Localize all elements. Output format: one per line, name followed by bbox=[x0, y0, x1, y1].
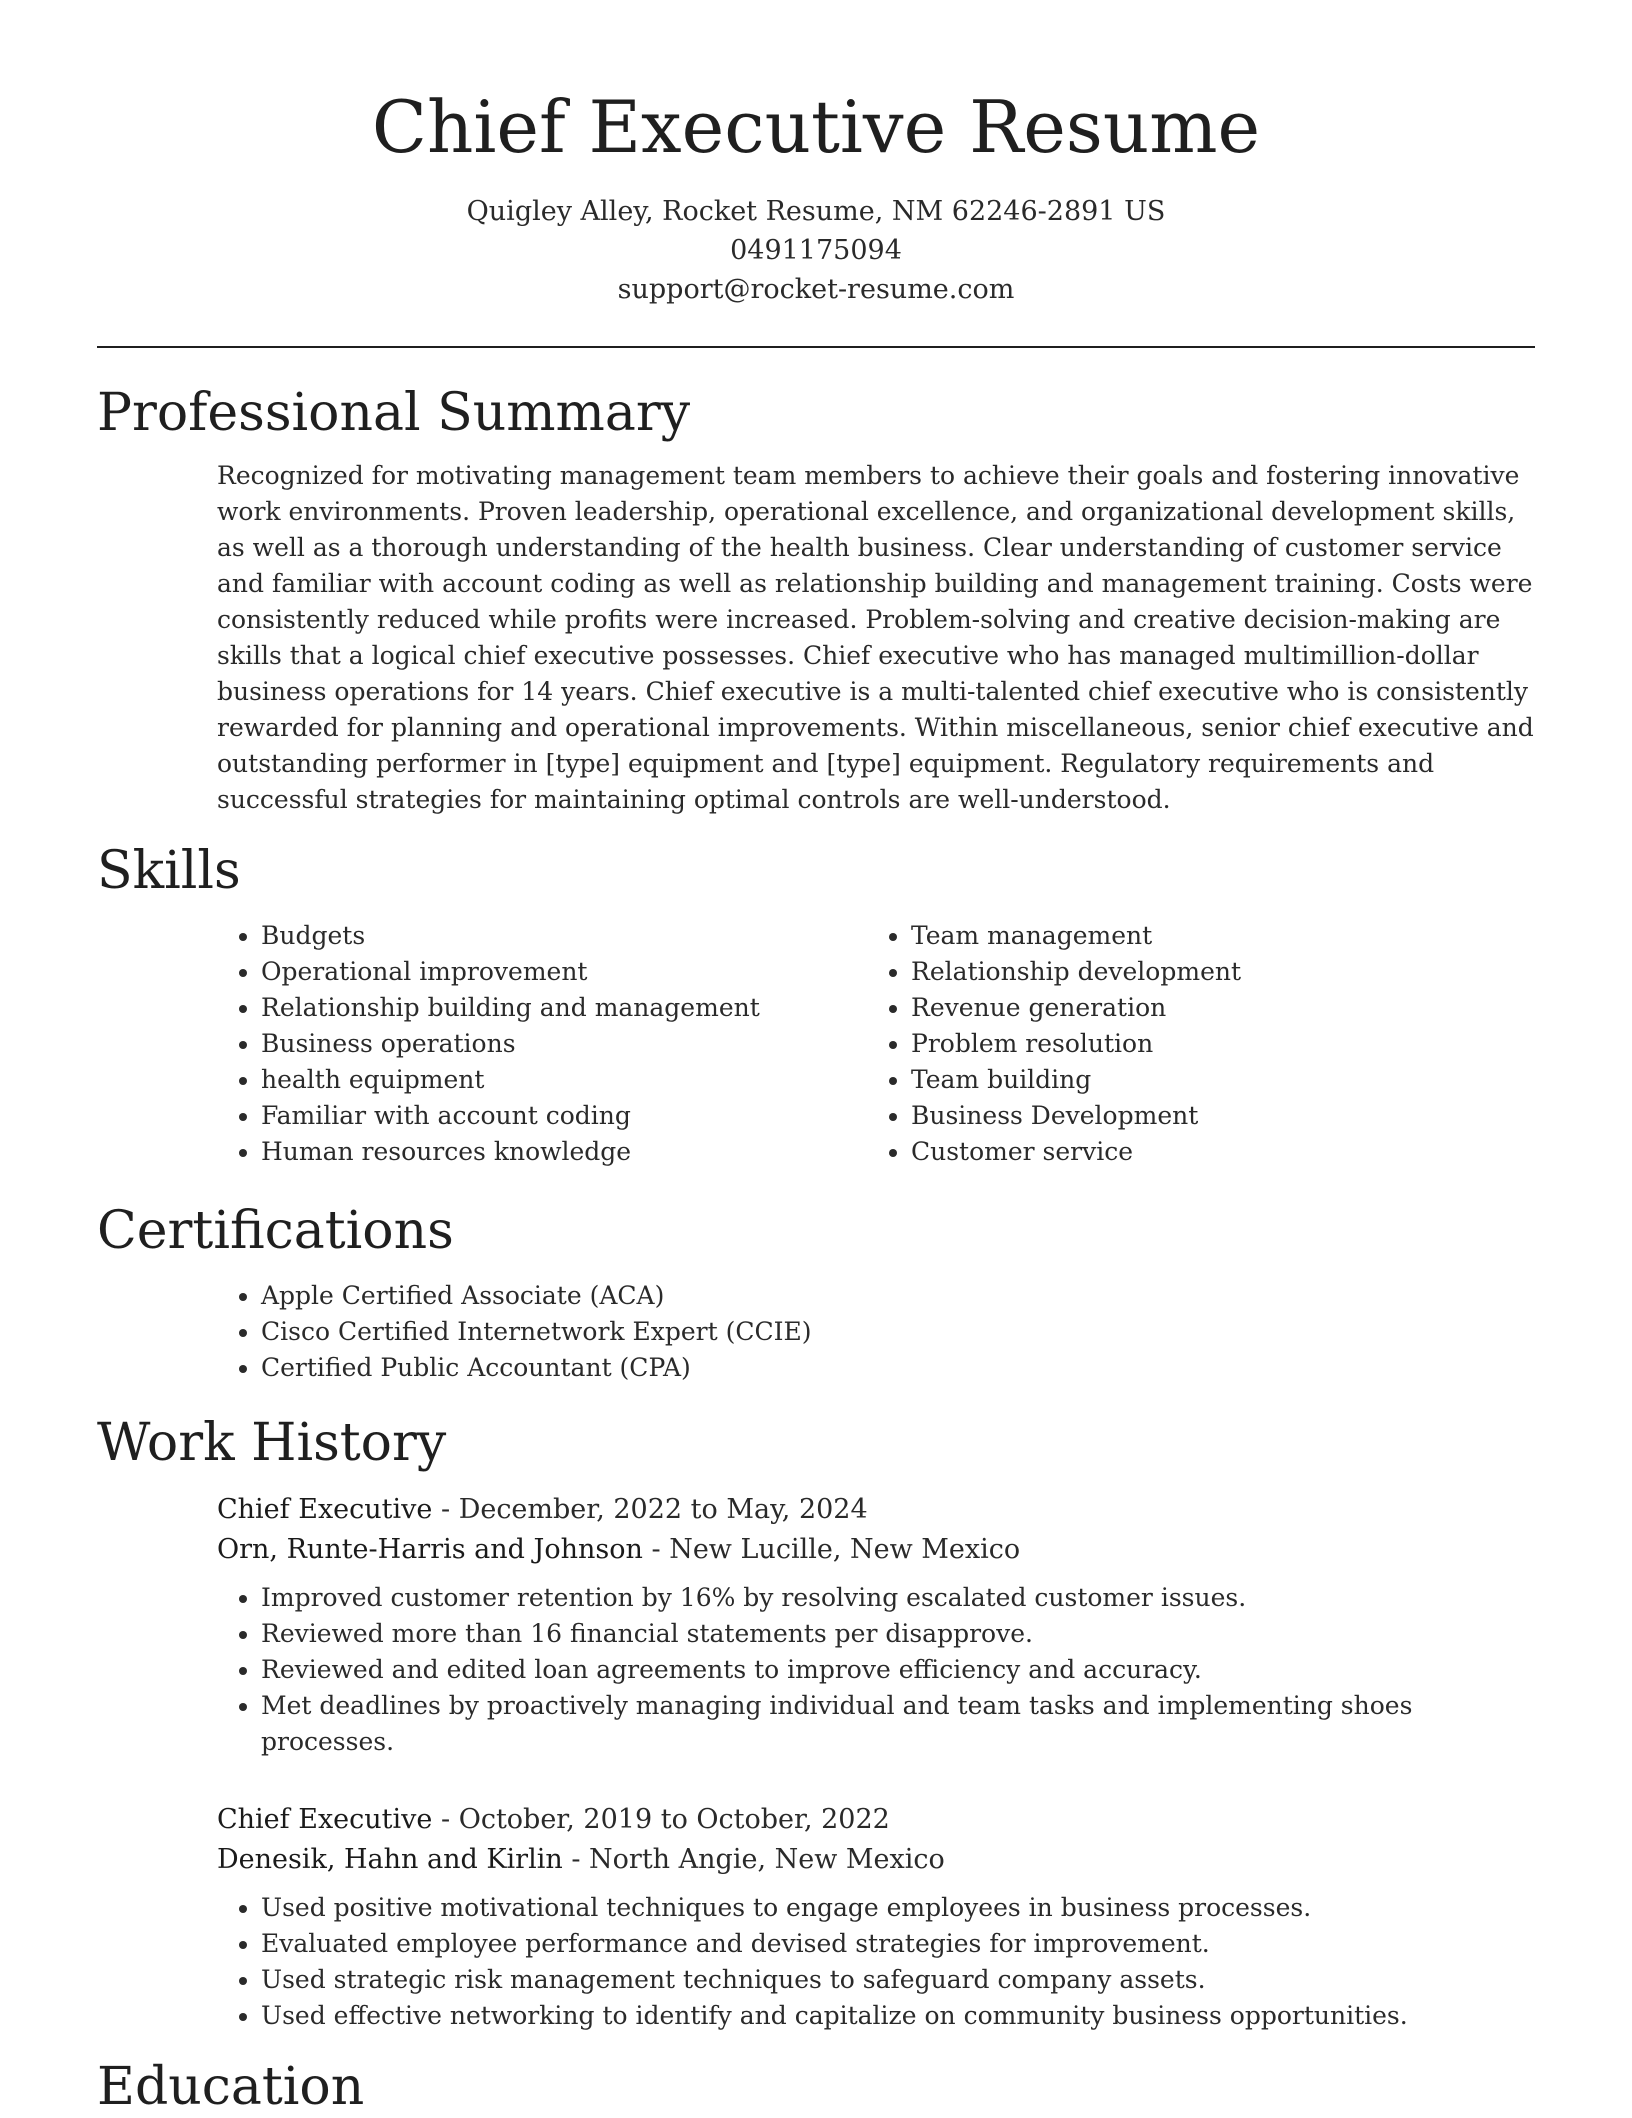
job-dates: December, 2022 to May, 2024 bbox=[458, 1494, 868, 1525]
skill-item: • Relationship development bbox=[911, 954, 1517, 990]
job-entry bbox=[97, 1800, 1535, 2034]
skills-list-left bbox=[217, 918, 867, 1170]
education-section bbox=[97, 2056, 1535, 2118]
separator: - bbox=[432, 1804, 459, 1835]
job-company-line bbox=[217, 1840, 1535, 1880]
skill-item: • Revenue generation bbox=[911, 990, 1517, 1026]
certifications-section bbox=[97, 1200, 1535, 1386]
skills-column-left bbox=[217, 918, 867, 1170]
job-company: Denesik, Hahn and Kirlin bbox=[217, 1844, 563, 1875]
skill-item: • Problem resolution bbox=[911, 1026, 1517, 1062]
certifications-list bbox=[217, 1278, 1535, 1386]
skill-item: • Familiar with account coding bbox=[261, 1098, 867, 1134]
skill-item: • Operational improvement bbox=[261, 954, 867, 990]
skill-item: • health equipment bbox=[261, 1062, 867, 1098]
skill-item: • Team management bbox=[911, 918, 1517, 954]
skill-item: • Customer service bbox=[911, 1134, 1517, 1170]
job-location: New Lucille, New Mexico bbox=[669, 1534, 1021, 1565]
skills-column-right bbox=[867, 918, 1517, 1170]
job-bullet: • Used effective networking to identify and capitalize on community business opportunities. bbox=[261, 1998, 1535, 2034]
job-bullet: • Evaluated employee performance and devised strategies for improvement. bbox=[261, 1926, 1535, 1962]
skills-heading: Skills bbox=[97, 841, 241, 901]
skill-item: • Budgets bbox=[261, 918, 867, 954]
job-location: North Angie, New Mexico bbox=[589, 1844, 945, 1875]
job-bullet: • Improved customer retention by 16% by resolving escalated customer issues. bbox=[261, 1580, 1535, 1616]
skill-item: • Relationship building and management bbox=[261, 990, 867, 1026]
summary-section bbox=[97, 382, 1535, 818]
skills-grid bbox=[97, 918, 1535, 1170]
summary-text: Recognized for motivating management team members to achieve their goals and fostering innovative work environments. Proven leadership, operational excellence, and organizational development skills, as well as a thorough understanding of the health business. Clear understanding of customer service and familiar with account coding as well as relationship building and management training. Costs were consistently reduced while profits were increased. Problem-solving and creative decision-making are skills that a logical chief executive possesses. Chief executive who has managed multimillion-dollar business operations for 14 years. Chief executive is a multi-talented chief executive who is consistently rewarded for planning and operational improvements. Within miscellaneous, senior chief executive and outstanding performer in [type] equipment and [type] equipment. Regulatory requirements and successful strategies for maintaining optimal controls are well-understood. bbox=[217, 461, 1534, 814]
job-company: Orn, Runte-Harris and Johnson bbox=[217, 1534, 643, 1565]
separator: - bbox=[562, 1844, 590, 1875]
job-bullet: • Used strategic risk management techniques to safeguard company assets. bbox=[261, 1962, 1535, 1998]
skill-item: • Team building bbox=[911, 1062, 1517, 1098]
certifications-heading: Certifications bbox=[97, 1201, 454, 1261]
job-title-line bbox=[217, 1490, 1535, 1530]
contact-address: Quigley Alley, Rocket Resume, NM 62246-2891 US bbox=[466, 196, 1166, 227]
job-company-line bbox=[217, 1530, 1535, 1570]
header-divider bbox=[97, 346, 1535, 348]
work-history-heading: Work History bbox=[97, 1413, 447, 1473]
resume-title: Chief Executive Resume bbox=[371, 85, 1261, 169]
contact-block bbox=[97, 192, 1535, 309]
contact-email: support@rocket-resume.com bbox=[617, 274, 1015, 305]
job-dates: October, 2019 to October, 2022 bbox=[458, 1804, 890, 1835]
job-bullet: • Reviewed more than 16 financial statements per disapprove. bbox=[261, 1616, 1535, 1652]
job-bullet: • Met deadlines by proactively managing individual and team tasks and implementing shoes processes. bbox=[261, 1688, 1535, 1760]
job-bullets bbox=[217, 1890, 1535, 2034]
skill-item: • Business operations bbox=[261, 1026, 867, 1062]
job-bullet: • Reviewed and edited loan agreements to improve efficiency and accuracy. bbox=[261, 1652, 1535, 1688]
certification-item: • Apple Certified Associate (ACA) bbox=[261, 1278, 1535, 1314]
skills-section bbox=[97, 840, 1535, 1170]
resume-header bbox=[97, 0, 1535, 309]
certifications-list-wrap bbox=[97, 1278, 1535, 1386]
job-role: Chief Executive bbox=[217, 1494, 433, 1525]
contact-phone: 0491175094 bbox=[730, 235, 902, 266]
education-heading: Education bbox=[97, 2057, 365, 2117]
summary-heading: Professional Summary bbox=[97, 383, 691, 443]
certification-item: • Cisco Certified Internetwork Expert (CCIE) bbox=[261, 1314, 1535, 1350]
separator: - bbox=[642, 1534, 670, 1565]
job-bullets bbox=[217, 1580, 1535, 1760]
job-entry bbox=[97, 1490, 1535, 1760]
separator: - bbox=[432, 1494, 459, 1525]
job-bullet: • Used positive motivational techniques to engage employees in business processes. bbox=[261, 1890, 1535, 1926]
work-history-section bbox=[97, 1412, 1535, 2034]
job-title-line bbox=[217, 1800, 1535, 1840]
job-role: Chief Executive bbox=[217, 1804, 433, 1835]
skill-item: • Business Development bbox=[911, 1098, 1517, 1134]
certification-item: • Certified Public Accountant (CPA) bbox=[261, 1350, 1535, 1386]
skills-list-right bbox=[867, 918, 1517, 1170]
skill-item: • Human resources knowledge bbox=[261, 1134, 867, 1170]
